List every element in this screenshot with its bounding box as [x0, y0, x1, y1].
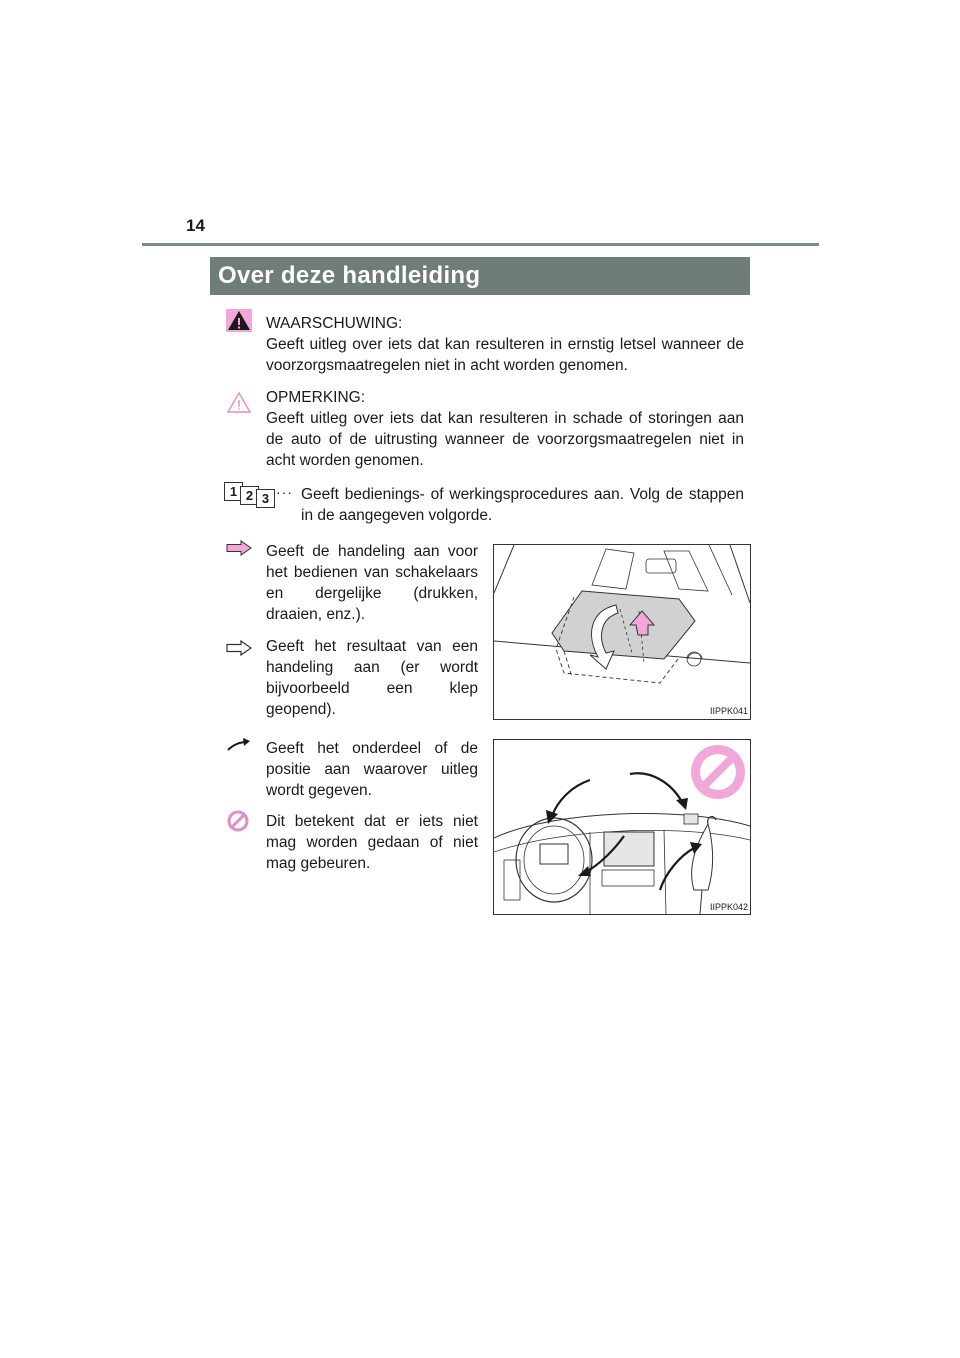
notice-outline-triangle-icon — [226, 391, 252, 414]
warning-block — [266, 313, 744, 376]
curved-pointer-arrow-icon — [226, 738, 252, 752]
figure-1-code: IIPPK041 — [710, 706, 749, 716]
figure-dashboard — [493, 739, 751, 915]
step-numbers-icon — [224, 482, 276, 508]
overhead-console-illustration — [494, 545, 750, 719]
outline-arrow-icon — [226, 640, 252, 656]
figure-overhead-console — [493, 544, 751, 720]
steps-ellipsis: ··· — [276, 484, 293, 500]
component-text: Geeft het onderdeel of de positie aan waarover uitleg wordt gegeven. — [266, 740, 478, 799]
action-text: Geeft de handeling aan voor het bedienen van schakelaars en dergelijke (drukken, draaien, enz.). — [266, 543, 478, 623]
step-number-1: 1 — [224, 482, 243, 501]
step-number-3: 3 — [256, 489, 275, 508]
page-number: 14 — [186, 216, 205, 235]
steps-text: Geeft bedienings- of werkingsprocedures aan. Volg de stappen in de aangegeven volgorde. — [301, 486, 744, 524]
section-title: Over deze handleiding — [210, 257, 750, 295]
step-number-2: 2 — [240, 486, 259, 505]
figure-2-code: IIPPK042 — [710, 902, 749, 912]
notice-text: Geeft uitleg over iets dat kan resulteren in schade of storingen aan de auto of de uitrusting wanneer de voorzorgsmaatregelen niet in acht worden genomen. — [266, 410, 744, 469]
dashboard-illustration — [494, 740, 750, 914]
solid-arrow-icon — [226, 540, 252, 556]
prohibited-circle-icon — [227, 810, 249, 832]
prohibited-text: Dit betekent dat er iets niet mag worden gedaan of niet mag gebeuren. — [266, 813, 478, 872]
warning-heading: WAARSCHUWING: — [266, 315, 403, 332]
no-entry-sign-icon — [691, 745, 745, 799]
header-rule — [142, 243, 819, 246]
warning-filled-triangle-icon — [226, 309, 252, 332]
warning-text: Geeft uitleg over iets dat kan resulteren in ernstig letsel wanneer de voorzorgsmaatregelen niet in acht worden genomen. — [266, 336, 744, 374]
notice-heading: OPMERKING: — [266, 389, 366, 406]
result-text: Geeft het resultaat van een handeling aan (er wordt bijvoorbeeld een klep geopend). — [266, 638, 478, 718]
notice-block — [266, 387, 744, 471]
